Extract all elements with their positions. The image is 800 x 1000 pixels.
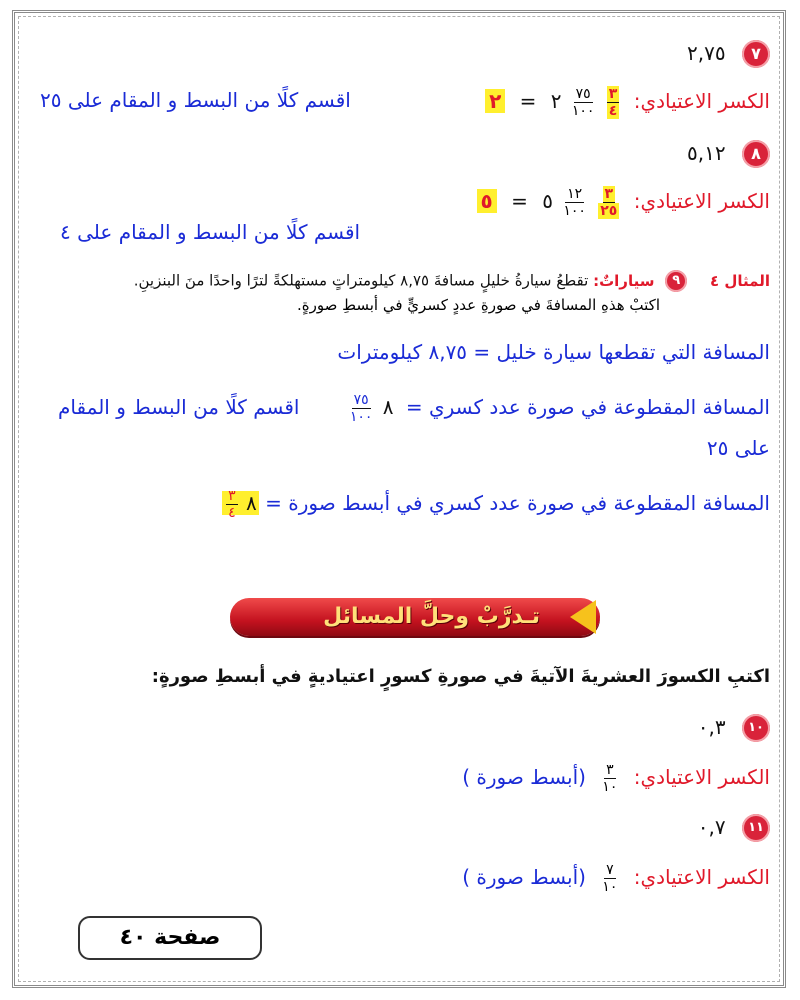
q10-answer-row <box>462 762 770 795</box>
q7-equals: = <box>519 89 537 113</box>
q11-fraction <box>600 862 619 895</box>
q9-ans3-fraction <box>226 488 238 521</box>
q7-numerator: ٧٥ <box>575 86 591 102</box>
section-banner <box>200 592 600 642</box>
q9-line2: اكتبْ هذهِ المسافةَ في صورةِ عددٍ كسريٍّ في أبسطِ صورةٍ. <box>297 296 660 314</box>
q8-reduced-fraction <box>598 186 619 219</box>
q9-number-badge: ٩ <box>665 270 687 292</box>
q10-fraction <box>600 762 619 795</box>
q9-answer-line1: المسافة التي تقطعها سيارة خليل = ٨,٧٥ كيلومترات <box>337 340 770 364</box>
q9-ans2-whole: ٨ <box>382 395 394 419</box>
q10-denominator: ١٠ <box>602 779 618 795</box>
q7-hint: اقسم كلًا من البسط و المقام على ٢٥ <box>40 88 351 112</box>
q10-number-badge: ١٠ <box>742 714 770 742</box>
q9-line1: تقطعُ سيارةُ خليلٍ مسافةَ ٨,٧٥ كيلومتراتٍ مستهلكةً لترًا واحدًا منَ البنزينِ. <box>133 271 589 290</box>
q9-ans3-mixed <box>222 488 259 521</box>
q7-number-badge: ٧ <box>742 40 770 68</box>
q8-answer-row <box>477 186 770 219</box>
example-label: المثال ٤ <box>710 271 770 290</box>
q8-reduced-denominator: ٢٥ <box>600 203 618 219</box>
q11-note: (أبسط صورة ) <box>462 865 586 889</box>
q8-answer-whole: ٥ <box>477 189 497 213</box>
q11-number-badge: ١١ <box>742 814 770 842</box>
q9-ans2-numerator: ٧٥ <box>353 392 369 408</box>
q10-numerator: ٣ <box>606 762 614 778</box>
q7-header <box>687 40 770 68</box>
q9-answer-line3 <box>222 488 770 521</box>
q9-ans3-numerator: ٣ <box>228 488 236 504</box>
q8-whole: ٥ <box>542 189 553 213</box>
q11-denominator: ١٠ <box>602 879 618 895</box>
q7-denominator: ١٠٠ <box>571 103 595 119</box>
q8-fraction <box>561 186 588 219</box>
q8-equals: = <box>511 189 528 213</box>
q7-whole: ٢ <box>550 89 562 113</box>
q8-decimal: ٥,١٢ <box>687 140 726 165</box>
q9-ans3-whole: ٨ <box>246 491 257 515</box>
q10-label: الكسر الاعتيادي: <box>633 765 770 789</box>
q8-hint: اقسم كلًا من البسط و المقام على ٤ <box>60 220 361 244</box>
q7-reduced-denominator: ٤ <box>608 103 618 119</box>
q11-decimal: ٠,٧ <box>697 814 726 839</box>
q7-reduced-fraction <box>607 86 620 119</box>
q8-label: الكسر الاعتيادي: <box>633 189 770 213</box>
q10-note: (أبسط صورة ) <box>462 765 586 789</box>
banner-arrow-icon <box>570 600 596 634</box>
q8-number-badge: ٨ <box>742 140 770 168</box>
section-instruction: اكتبِ الكسورَ العشريةَ الآتيةَ في صورةِ كسورٍ اعتياديةٍ في أبسطِ صورةٍ: <box>151 666 770 687</box>
q9-ans2-denominator: ١٠٠ <box>349 409 373 425</box>
q7-decimal: ٢,٧٥ <box>687 40 726 65</box>
q9-answer-line2 <box>58 392 770 425</box>
q9-ans2-prefix: المسافة المقطوعة في صورة عدد كسري = <box>405 395 770 419</box>
q9-ans2-hint: اقسم كلًا من البسط و المقام <box>58 395 300 419</box>
q9-ans2-fraction <box>348 392 375 425</box>
section-title: تـدرَّبْ وحلَّ المسائل <box>323 604 540 629</box>
q11-header <box>698 814 770 842</box>
q9-topic: سياراتٌ: <box>593 271 655 290</box>
q8-denominator: ١٠٠ <box>563 203 586 219</box>
q11-answer-row <box>462 862 770 895</box>
q11-label: الكسر الاعتيادي: <box>633 865 770 889</box>
q7-answer-row <box>485 86 770 119</box>
q9-problem-line1 <box>30 270 770 292</box>
q11-numerator: ٧ <box>606 862 614 878</box>
q7-fraction <box>570 86 597 119</box>
page-number: صفحة ٤٠ <box>78 916 262 960</box>
q8-numerator: ١٢ <box>567 186 583 202</box>
q10-header <box>698 714 770 742</box>
q7-reduced-numerator: ٣ <box>608 86 618 102</box>
q7-label: الكسر الاعتيادي: <box>633 89 770 113</box>
q9-ans3-prefix: المسافة المقطوعة في صورة عدد كسري في أبسط صورة = <box>265 491 770 515</box>
q8-reduced-numerator: ٣ <box>604 186 614 202</box>
q8-header <box>687 140 770 168</box>
q9-ans2-hint-cont: على ٢٥ <box>706 436 770 460</box>
q9-ans3-denominator: ٤ <box>228 505 236 521</box>
q10-decimal: ٠,٣ <box>697 714 726 739</box>
q7-answer-whole: ٢ <box>485 89 505 113</box>
